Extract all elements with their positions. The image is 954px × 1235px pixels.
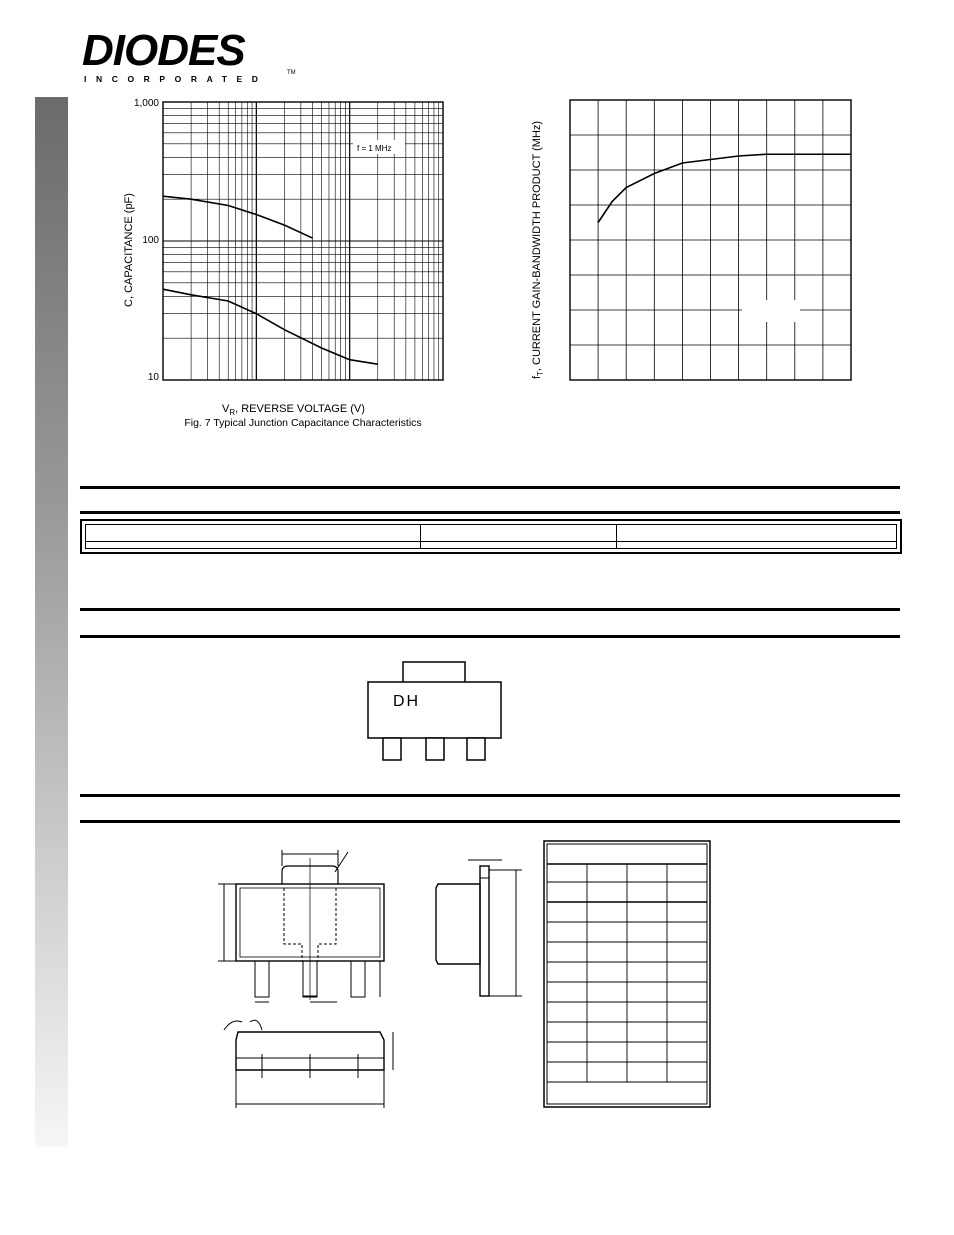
ytick-100: 100 bbox=[142, 235, 159, 246]
section-rule-package-bottom bbox=[80, 820, 900, 823]
marking-diagram bbox=[365, 660, 505, 765]
ordering-table-col-1 bbox=[420, 525, 421, 548]
side-view-body bbox=[436, 884, 480, 964]
dim-tab-leader bbox=[335, 852, 348, 872]
section-rule-marking-bottom bbox=[80, 635, 900, 638]
ordering-table-divider bbox=[86, 541, 896, 542]
section-rule-ordering bbox=[80, 486, 900, 489]
marking-body bbox=[368, 682, 501, 738]
dimensions-table-grid bbox=[547, 864, 707, 1082]
top-view-lead-3 bbox=[351, 961, 365, 997]
ytick-10: 10 bbox=[147, 372, 159, 383]
fig7-caption: Fig. 7 Typical Junction Capacitance Characteristics bbox=[184, 417, 422, 429]
side-bar-gradient bbox=[35, 97, 68, 1147]
capacitance-curve-1 bbox=[163, 196, 313, 238]
section-rule-ordering-bottom bbox=[80, 511, 900, 514]
logo-subtitle: INCORPORATED bbox=[84, 74, 268, 84]
section-rule-marking bbox=[80, 608, 900, 611]
dim-angle-arc bbox=[224, 1020, 262, 1030]
marking-lead-1 bbox=[383, 738, 401, 760]
gain-bandwidth-chart-grid bbox=[570, 100, 851, 380]
dimensions-table bbox=[543, 840, 713, 1110]
capacitance-chart bbox=[110, 90, 470, 435]
gain-bandwidth-chart-curves bbox=[598, 154, 851, 222]
frequency-annotation: f = 1 MHz bbox=[357, 144, 392, 153]
ordering-table-col-2 bbox=[616, 525, 617, 548]
diodes-logo bbox=[82, 26, 297, 86]
gain-bandwidth-y-label: $f_T$, CURRENT GAIN-BANDWIDTH PRODUCT (MHz) bbox=[531, 120, 545, 380]
package-outline-drawing bbox=[210, 840, 540, 1115]
legend-mask bbox=[742, 300, 800, 322]
section-rule-package bbox=[80, 794, 900, 797]
capacitance-x-label: $V_R$, REVERSE VOLTAGE (V) bbox=[222, 403, 365, 417]
top-view-lead-1 bbox=[255, 961, 269, 997]
side-view-tab bbox=[480, 866, 489, 996]
logo-wordmark: DIODES bbox=[82, 26, 245, 75]
marking-lead-3 bbox=[467, 738, 485, 760]
marking-code: DH bbox=[393, 693, 421, 710]
marking-tab bbox=[403, 662, 465, 684]
gain-bandwidth-chart bbox=[520, 90, 870, 410]
ordering-info-table bbox=[80, 519, 902, 554]
logo-trademark: TM bbox=[287, 70, 296, 76]
capacitance-y-label: C, CAPACITANCE (pF) bbox=[123, 193, 135, 307]
gain-bandwidth-curve-1 bbox=[598, 154, 851, 222]
marking-lead-2 bbox=[426, 738, 444, 760]
ytick-1000: 1,000 bbox=[133, 98, 159, 109]
